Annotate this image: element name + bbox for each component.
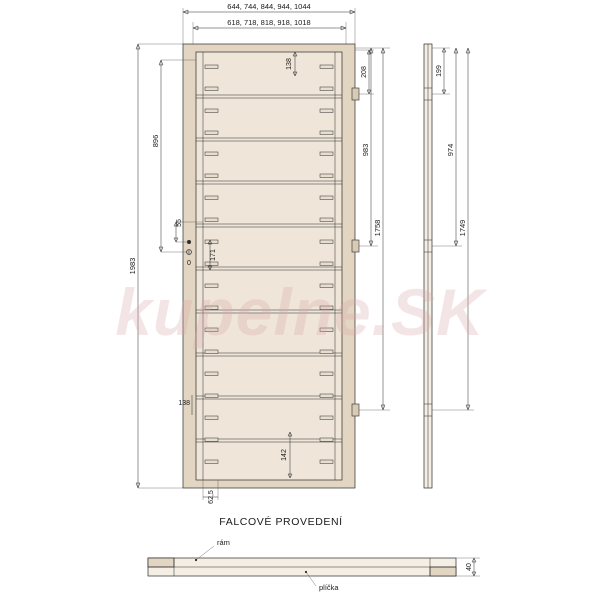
dim-height-overall: 1983 — [128, 257, 137, 275]
front-view-group — [128, 2, 390, 504]
section-rebate-left — [148, 558, 174, 567]
dim-138-top: 138 — [286, 58, 293, 70]
section-rebate-right — [430, 567, 456, 576]
section-caption: FALCOVÉ PROVEDENÍ — [219, 516, 343, 528]
dim-974: 974 — [446, 143, 455, 157]
dim-top-inner: 618, 718, 818, 918, 1018 — [227, 18, 311, 27]
dim-199: 199 — [436, 65, 443, 77]
dim-896: 896 — [151, 134, 160, 148]
dim-142: 142 — [281, 449, 288, 461]
dim-171: 171 — [210, 249, 217, 261]
dim-208: 208 — [361, 66, 368, 78]
dim-62-5: 62,5 — [208, 490, 215, 504]
dim-138-lower: 138 — [178, 400, 190, 407]
label-ram: rám — [217, 538, 230, 547]
dim-1758: 1758 — [373, 219, 382, 237]
dim-zero: 0 — [187, 260, 191, 267]
watermark-text: kupelne.SK — [115, 275, 485, 349]
label-plicka: plíčka — [319, 583, 339, 592]
dim-40: 40 — [466, 563, 473, 571]
dim-55: 55 — [176, 219, 183, 227]
dim-top-outer: 644, 744, 844, 944, 1044 — [227, 2, 311, 11]
section-view-group — [148, 538, 480, 592]
dim-983: 983 — [361, 143, 370, 157]
side-view-group — [424, 44, 474, 488]
dim-1749: 1749 — [458, 219, 467, 237]
